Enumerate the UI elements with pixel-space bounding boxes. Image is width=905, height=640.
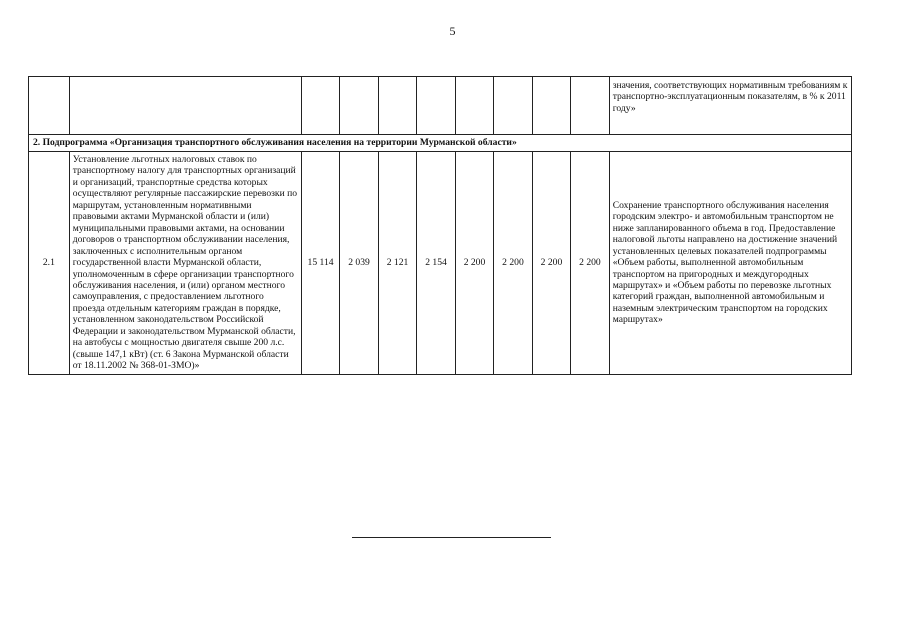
row-result: Сохранение транспортного обслуживания населения городским электро- и автомобильным транспортом не ниже запланированного объема в год. Предоставление налоговой льготы направлено на достижение значений установленных целевых показателей подпрограммы «Объем работы, выполненной автомобильным транспортом на пригородных и междугородных маршрутах» и «Объем работы по перевозке льготных категорий граждан, выполненной автомобильным и наземным электрическим транспортом на городских маршрутах» [609, 152, 851, 375]
empty-cell [494, 77, 532, 135]
value-year-3: 2 154 [417, 152, 455, 375]
empty-cell [417, 77, 455, 135]
value-total: 15 114 [301, 152, 339, 375]
row-description: Установление льготных налоговых ставок по транспортному налогу для транспортных организаций и организаций, транспортные средства которых осуществляют регулярные пассажирские перевозки по маршрутам, установленным нормативными правовыми актами Мурманской области и (или) муниципальными правовыми актами, на основании договоров о транспортном обслуживании населения, заключенных с исполнительным органом государственной власти Мурманской области, уполномоченным в сфере организации транспортного обслуживания населения, и (или) органом местного самоуправления, с предоставлением льготного проезда отдельным категориям граждан в порядке, установленном законодательством Российской Федерации и законодательством Мурманской области, на автобусы с мощностью двигателя свыше 200 л.с. (свыше 147,1 кВт) (ст. 6 Закона Мурманской области от 18.11.2002 № 368-01-ЗМО)» [69, 152, 301, 375]
empty-cell [29, 77, 70, 135]
section-title: 2. Подпрограмма «Организация транспортного обслуживания населения на территории Мурманской области» [29, 135, 852, 152]
section-header-row [29, 135, 852, 152]
table-row [29, 152, 852, 375]
value-year-1: 2 039 [340, 152, 378, 375]
page-number: 5 [449, 24, 456, 38]
empty-cell [69, 77, 301, 135]
empty-cell [378, 77, 416, 135]
value-year-5: 2 200 [494, 152, 532, 375]
row-number: 2.1 [29, 152, 70, 375]
value-year-4: 2 200 [455, 152, 493, 375]
value-year-6: 2 200 [532, 152, 570, 375]
measures-table [28, 76, 852, 375]
end-divider-line [352, 537, 551, 538]
continuation-result-text: значения, соответствующих нормативным требованиям к транспортно-эксплуатационным показателям, в % к 2011 году» [609, 77, 851, 135]
value-year-2: 2 121 [378, 152, 416, 375]
value-year-7: 2 200 [571, 152, 609, 375]
empty-cell [455, 77, 493, 135]
continuation-row [29, 77, 852, 135]
empty-cell [571, 77, 609, 135]
empty-cell [301, 77, 339, 135]
empty-cell [532, 77, 570, 135]
empty-cell [340, 77, 378, 135]
